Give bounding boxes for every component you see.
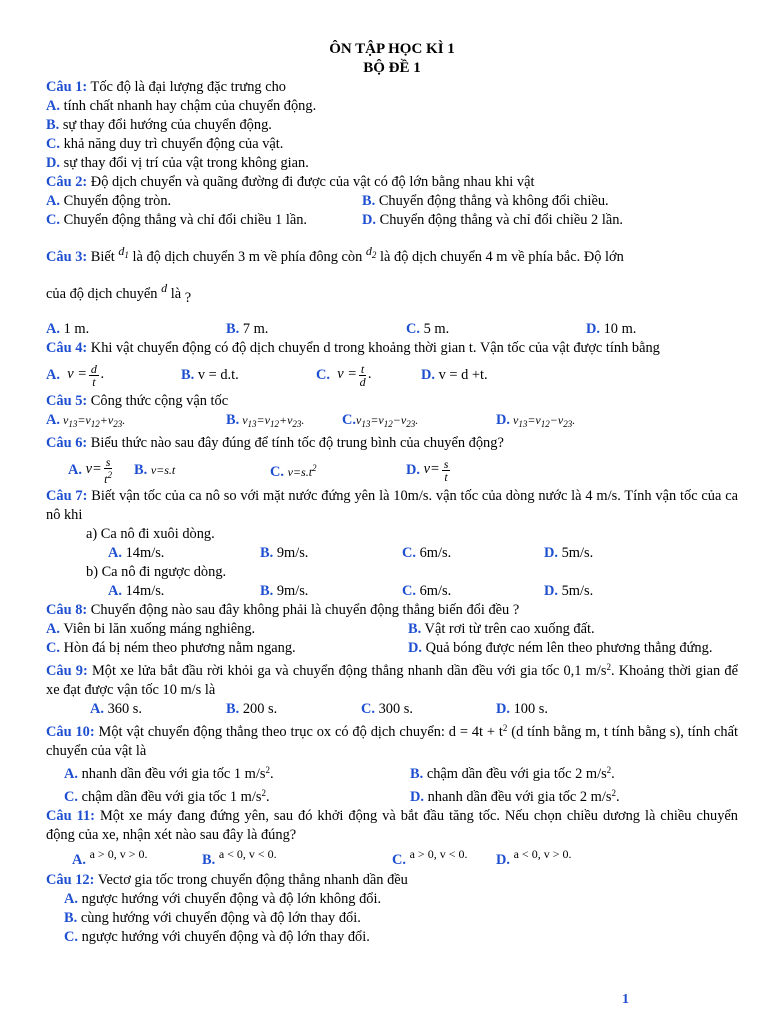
options-row: [46, 620, 738, 639]
question-label: Câu 8:: [46, 602, 88, 618]
option-d[interactable]: D. 100 s.: [496, 701, 548, 717]
question-9: Câu 9: Một xe lửa bắt đầu rời khỏi ga và chuyển động thẳng nhanh dần đều với gia tốc 0,1 $m/s^2$. Khoảng thời gian để xe đạt được vận tốc 10 m/s là: [46, 662, 738, 698]
option-d[interactable]: D. a < 0, v > 0.: [496, 847, 572, 868]
option-a[interactable]: A. ngược hướng với chuyển động và độ lớn không đổi.: [64, 891, 382, 907]
option-c[interactable]: C. 5 m.: [406, 321, 450, 337]
question-3: Câu 3: Biết $^{d_1}$ là độ dịch chuyển 3 m về phía đông còn $^{d_2}$ là độ dịch chuyển 4 m về phía bắc. Độ lớn: [46, 244, 624, 265]
vector-d2: d2: [365, 244, 377, 260]
exam-page: [46, 40, 738, 947]
question-3-cont: của độ dịch chuyển $^d$ là ?: [46, 281, 192, 306]
question-8: [46, 601, 738, 620]
option-c[interactable]: C. chậm dần đều với gia tốc 1 $m/s^2$.: [64, 788, 270, 805]
options-row: [46, 639, 738, 658]
option-b[interactable]: B. $v_{13}=v_{12}+v_{23}$.: [226, 412, 305, 429]
option-c[interactable]: C. a > 0, v < 0.: [392, 847, 468, 868]
option-a[interactable]: A. 14m/s.: [108, 583, 165, 599]
question-text: Tốc độ là đại lượng đặc trưng cho: [90, 79, 286, 95]
question-label: Câu 10:: [46, 724, 95, 740]
options-row: [46, 453, 738, 487]
question-text: Công thức cộng vận tốc: [90, 393, 229, 409]
option-b[interactable]: B. 9m/s.: [260, 545, 309, 561]
page-title: ÔN TẬP HỌC KÌ 1: [329, 41, 455, 57]
question-text: Khi vật chuyển động có độ dịch chuyển d trong khoảng thời gian t. Vận tốc của vật được tính bằng: [90, 340, 660, 356]
question-text: Biểu thức nào sau đây đúng để tính tốc độ trung bình của chuyển động?: [90, 435, 504, 451]
options-row: [46, 544, 738, 563]
options-row: [46, 761, 738, 784]
options-row: [46, 700, 738, 719]
page-number: 1: [622, 992, 629, 1007]
question-label: Câu 4:: [46, 340, 88, 356]
formula: v = $\frac{d}{t}$ .: [67, 361, 105, 389]
question-label: Câu 3:: [46, 249, 88, 265]
question-label: Câu 6:: [46, 435, 88, 451]
option-d[interactable]: D. Quả bóng được ném lên theo phương thẳng đứng.: [408, 640, 713, 656]
question-6: [46, 434, 738, 453]
option-b[interactable]: B. Vật rơi từ trên cao xuống đất.: [408, 621, 595, 637]
option-c[interactable]: C. ngược hướng với chuyển động và độ lớn thay đổi.: [64, 929, 370, 945]
question-label: Câu 1:: [46, 79, 88, 95]
option-d[interactable]: D. nhanh dần đều với gia tốc 2 $m/s^2$.: [410, 788, 620, 805]
option-c[interactable]: C. 6m/s.: [402, 545, 452, 561]
option-c[interactable]: C. $v=s.t^2$: [270, 462, 317, 480]
options-row: [46, 192, 738, 211]
option-b[interactable]: B. cùng hướng với chuyển động và độ lớn thay đổi.: [64, 910, 361, 926]
option-a[interactable]: A. tính chất nhanh hay chậm của chuyển động.: [46, 98, 317, 114]
option-b[interactable]: B. a < 0, v < 0.: [202, 847, 277, 868]
option-c[interactable]: C. 6m/s.: [402, 583, 452, 599]
option-c[interactable]: $C.v_{13}=v_{12}-v_{23}$.: [342, 412, 419, 429]
question-text: Độ dịch chuyển và quãng đường đi được của vật có độ lớn bằng nhau khi vật: [90, 174, 535, 190]
option-a[interactable]: A. Viên bi lăn xuống máng nghiêng.: [46, 621, 256, 637]
option-b[interactable]: B. sự thay đổi hướng của chuyển động.: [46, 117, 272, 133]
question-11: [46, 807, 738, 845]
option-d[interactable]: D. 5m/s.: [544, 545, 594, 561]
question-10: Câu 10: Một vật chuyển động thẳng theo trục ox có độ dịch chuyển: $d = 4t + t^2$ (d tính bằng m, t tính bằng s), tính chất chuyển của vật là: [46, 723, 739, 759]
sub-question-a: a) Ca nô đi xuôi dòng.: [86, 526, 215, 542]
question-text: Vectơ gia tốc trong chuyển động thẳng nhanh dần đều: [97, 872, 408, 888]
option-b[interactable]: B. Chuyển động thẳng và không đổi chiều.: [362, 193, 609, 209]
option-a[interactable]: A. 360 s.: [90, 701, 142, 717]
option-c[interactable]: C. Hòn đá bị ném theo phương nằm ngang.: [46, 640, 296, 656]
option-a[interactable]: A. v = $\frac{d}{t}$ .: [46, 361, 105, 389]
question-label: Câu 7:: [46, 488, 88, 504]
vector-d: d: [161, 281, 168, 295]
option-a[interactable]: A. Chuyển động tròn.: [46, 193, 172, 209]
option-b[interactable]: B. v=s.t: [134, 461, 176, 478]
option-d[interactable]: D. 10 m.: [586, 321, 637, 337]
option-b[interactable]: B. chậm dần đều với gia tốc 2 $m/s^2$.: [410, 765, 615, 782]
question-1: [46, 78, 738, 97]
option-b[interactable]: B. 200 s.: [226, 701, 278, 717]
option-d[interactable]: D. sự thay đổi vị trí của vật trong không gian.: [46, 155, 309, 171]
option-d[interactable]: D. $v_{13}=v_{12}-v_{23}$.: [496, 412, 576, 429]
question-label: Câu 11:: [46, 808, 95, 824]
options-row: [46, 320, 738, 339]
option-b[interactable]: B. 7 m.: [226, 321, 269, 337]
question-text: Chuyển động nào sau đây không phải là chuyển động thẳng biến đổi đều ?: [90, 602, 520, 618]
page-subtitle: BỘ ĐỀ 1: [363, 60, 421, 76]
question-5: [46, 392, 738, 411]
question-text: Biết vận tốc của ca nô so với mặt nước đứng yên là 10m/s. vận tốc của dòng nước là 4 m/s. Tính vận tốc của ca nô khi: [46, 488, 738, 523]
option-d[interactable]: D. v= $\frac{s}{t}$: [406, 456, 449, 484]
question-label: Câu 2:: [46, 174, 88, 190]
option-c[interactable]: C. Chuyển động thẳng và chỉ đổi chiều 1 lần.: [46, 212, 307, 228]
option-d[interactable]: D. 5m/s.: [544, 583, 594, 599]
question-label: Câu 12:: [46, 872, 95, 888]
option-a[interactable]: A. 1 m.: [46, 321, 90, 337]
option-c[interactable]: C. khả năng duy trì chuyển động của vật.: [46, 136, 284, 152]
question-12: [46, 871, 738, 890]
option-b[interactable]: B. 9m/s.: [260, 583, 309, 599]
option-a[interactable]: A. a > 0, v > 0.: [72, 847, 148, 868]
option-c[interactable]: C. 300 s.: [361, 701, 413, 717]
option-a[interactable]: A. nhanh dần đều với gia tốc 1 $m/s^2$.: [64, 765, 274, 782]
options-row: [46, 411, 738, 434]
option-b[interactable]: B. v = d.t.: [181, 366, 239, 383]
question-text: Một xe máy đang đứng yên, sau đó khởi động và bắt đầu tăng tốc. Nếu chọn chiều dương là chiều chuyển động của xe, nhận xét nào sau đây là đúng?: [46, 808, 739, 843]
options-row: [46, 784, 738, 807]
options-row: [46, 358, 738, 392]
formula: v = $\frac{t}{d}$ .: [337, 361, 372, 389]
option-a[interactable]: A. 14m/s.: [108, 545, 165, 561]
question-7: [46, 487, 738, 525]
options-row: [46, 582, 738, 601]
question-2: [46, 173, 738, 192]
option-c[interactable]: C. v = $\frac{t}{d}$ .: [316, 361, 372, 389]
question-label: Câu 9:: [46, 663, 88, 679]
options-row: [46, 211, 738, 230]
option-a[interactable]: A. $v_{13}=v_{12}+v_{23}$.: [46, 412, 126, 429]
sub-question-b: b) Ca nô đi ngược dòng.: [86, 564, 227, 580]
question-label: Câu 5:: [46, 393, 88, 409]
vector-d1: d1: [118, 244, 129, 260]
option-d[interactable]: D. Chuyển động thẳng và chỉ đổi chiều 2 lần.: [362, 212, 623, 228]
option-a[interactable]: A. v= $\frac{s}{t^2}$: [68, 454, 112, 486]
option-d[interactable]: D. v = d +t.: [421, 366, 488, 383]
question-4: [46, 339, 738, 358]
options-row: [46, 845, 738, 871]
